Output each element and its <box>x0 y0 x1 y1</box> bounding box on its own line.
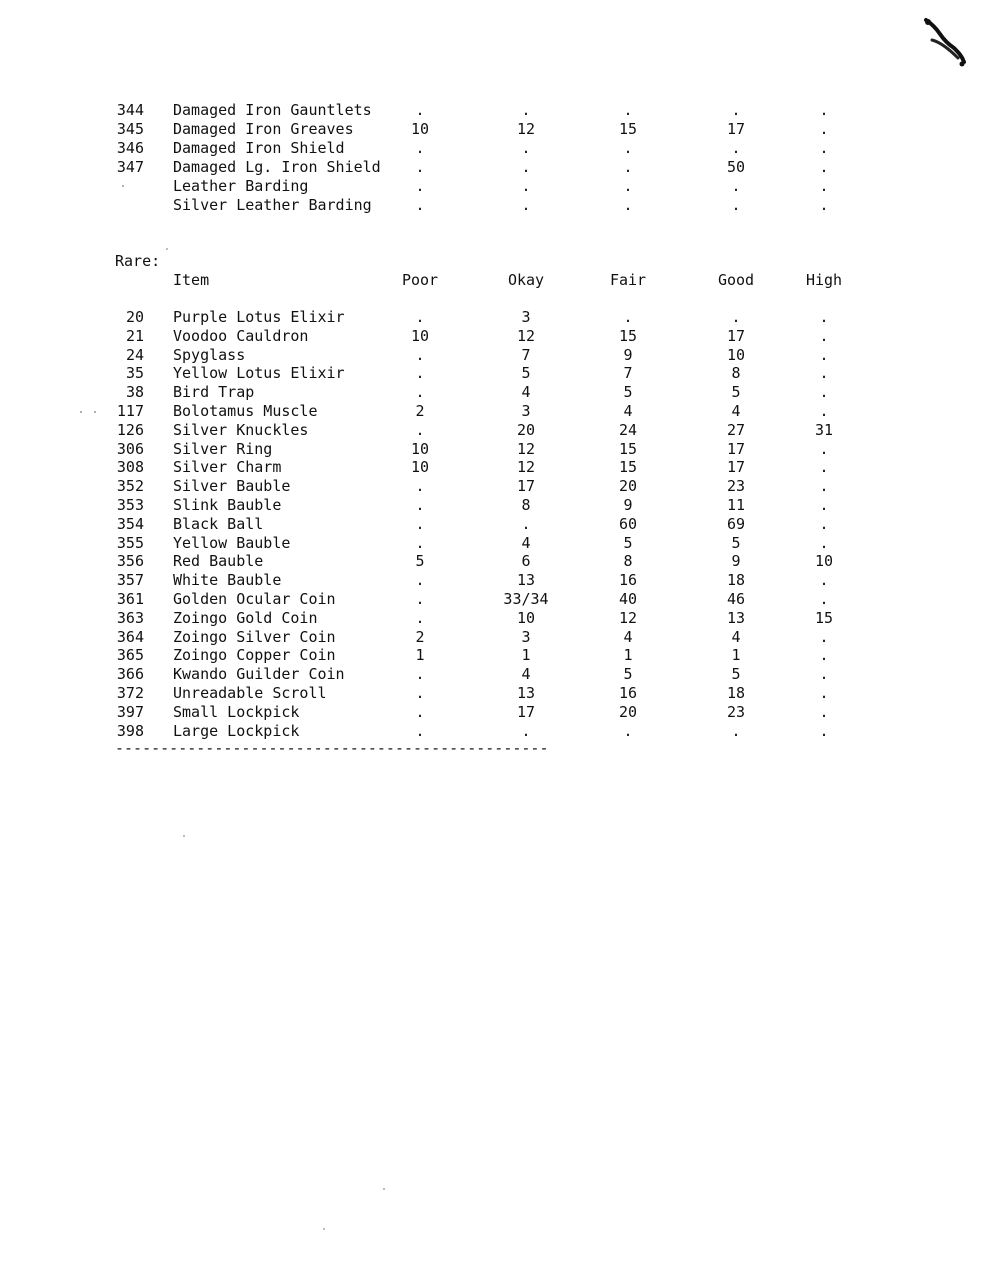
cell-id: 355 <box>116 533 144 552</box>
cell-id: 366 <box>116 665 144 684</box>
cell-poor: . <box>415 364 425 383</box>
cell-good: 5 <box>731 383 741 402</box>
cell-fair: . <box>623 177 633 195</box>
cell-high: . <box>819 721 829 740</box>
cell-fair: 24 <box>618 420 638 439</box>
cell-high: . <box>819 120 829 138</box>
cell-fair: 7 <box>623 364 633 383</box>
table-row <box>0 177 981 196</box>
table-row <box>0 458 981 477</box>
cell-okay: 3 <box>521 402 531 420</box>
cell-item: Damaged Lg. Iron Shield <box>173 158 381 176</box>
table-row <box>0 383 981 402</box>
cell-id: 353 <box>116 496 144 514</box>
cell-item: Silver Knuckles <box>173 420 309 439</box>
cell-high: . <box>819 196 829 214</box>
cell-poor: . <box>415 177 425 195</box>
cell-okay: 4 <box>521 383 531 402</box>
cell-high: . <box>819 702 829 721</box>
cell-good: 46 <box>726 590 746 608</box>
cell-okay: 12 <box>516 120 536 138</box>
cell-high: . <box>819 496 829 514</box>
cell-item: Silver Leather Barding <box>173 196 372 214</box>
table-row <box>0 308 981 327</box>
cell-poor: . <box>415 196 425 214</box>
cell-high: . <box>819 665 829 684</box>
cell-high: . <box>819 308 829 326</box>
cell-high: . <box>819 627 829 646</box>
cell-high: . <box>819 383 829 402</box>
cell-poor: 10 <box>410 439 430 458</box>
cell-good: 17 <box>726 458 746 477</box>
cell-item: White Bauble <box>173 571 282 590</box>
table-row <box>0 346 981 365</box>
cell-item: Spyglass <box>173 345 246 364</box>
scan-speck <box>80 411 82 413</box>
table-row <box>0 364 981 383</box>
cell-poor: . <box>415 590 425 608</box>
cell-fair: . <box>623 101 633 119</box>
cell-high: 10 <box>814 552 834 571</box>
cell-high: . <box>819 590 829 608</box>
cell-okay: . <box>521 101 531 119</box>
header-okay: Okay <box>507 271 545 289</box>
cell-id: 356 <box>116 552 144 571</box>
cell-good: 69 <box>726 514 746 533</box>
cell-poor: . <box>415 702 425 721</box>
cell-fair: . <box>623 308 633 326</box>
cell-okay: . <box>521 721 531 740</box>
cell-good: . <box>731 101 741 119</box>
cell-good: 4 <box>731 402 741 420</box>
cell-poor: . <box>415 139 425 157</box>
cell-id: 38 <box>125 383 144 402</box>
table-row <box>0 515 981 534</box>
cell-fair: 4 <box>623 627 633 646</box>
table-row <box>0 665 981 684</box>
cell-item: Voodoo Cauldron <box>173 326 309 345</box>
cell-high: . <box>819 477 829 496</box>
table-row <box>0 590 981 609</box>
cell-id: 346 <box>116 139 144 157</box>
cell-poor: . <box>415 665 425 684</box>
cell-fair: 20 <box>618 702 638 721</box>
table-row <box>0 684 981 703</box>
cell-okay: 7 <box>521 345 531 364</box>
cell-poor: . <box>415 420 425 439</box>
cell-fair: 9 <box>623 496 633 514</box>
cell-poor: 10 <box>410 120 430 138</box>
cell-good: 5 <box>731 533 741 552</box>
cell-high: . <box>819 684 829 702</box>
cell-fair: 12 <box>618 608 638 627</box>
cell-fair: . <box>623 139 633 157</box>
cell-okay: 6 <box>521 552 531 571</box>
cell-high: . <box>819 571 829 590</box>
table-row <box>0 534 981 553</box>
cell-item: Purple Lotus Elixir <box>173 308 345 326</box>
table-row <box>0 646 981 665</box>
table-row <box>0 196 981 215</box>
table-row <box>0 327 981 346</box>
cell-item: Unreadable Scroll <box>173 684 327 702</box>
cell-okay: 4 <box>521 533 531 552</box>
scan-speck <box>166 248 168 250</box>
cell-poor: . <box>415 684 425 702</box>
cell-fair: 40 <box>618 590 638 608</box>
cell-poor: . <box>415 571 425 590</box>
cell-okay: 13 <box>516 684 536 702</box>
cell-good: 9 <box>731 552 741 571</box>
cell-high: . <box>819 177 829 195</box>
scan-speck <box>383 1188 385 1190</box>
cell-fair: . <box>623 158 633 176</box>
cell-id: 35 <box>125 364 144 383</box>
cell-good: 50 <box>726 158 746 176</box>
cell-fair: 8 <box>623 552 633 571</box>
cell-fair: 15 <box>618 120 638 138</box>
cell-fair: 15 <box>618 439 638 458</box>
cell-fair: 9 <box>623 345 633 364</box>
cell-good: 17 <box>726 326 746 345</box>
cell-good: 10 <box>726 345 746 364</box>
cell-item: Red Bauble <box>173 552 264 571</box>
cell-high: . <box>819 101 829 119</box>
cell-item: Zoingo Copper Coin <box>173 646 336 665</box>
cell-item: Bird Trap <box>173 383 255 402</box>
cell-item: Yellow Lotus Elixir <box>173 364 345 383</box>
cell-okay: 17 <box>516 702 536 721</box>
cell-fair: 60 <box>618 514 638 533</box>
cell-item: Small Lockpick <box>173 702 300 721</box>
cell-id: 345 <box>116 120 144 138</box>
cell-fair: 20 <box>618 477 638 496</box>
cell-id: 361 <box>116 590 144 608</box>
cell-good: 23 <box>726 702 746 721</box>
rare-section-label: Rare: <box>115 252 161 270</box>
cell-fair: 5 <box>623 665 633 684</box>
cell-good: . <box>731 177 741 195</box>
cell-id: 21 <box>125 326 144 345</box>
cell-poor: . <box>415 158 425 176</box>
cell-poor: . <box>415 496 425 514</box>
rare-header-row <box>0 271 981 290</box>
table-row <box>0 703 981 722</box>
cell-high: . <box>819 158 829 176</box>
cell-high: . <box>819 402 829 420</box>
scan-speck <box>94 411 96 413</box>
cell-id: 398 <box>116 721 144 740</box>
cell-good: 18 <box>726 684 746 702</box>
cell-okay: 33/34 <box>503 590 549 608</box>
cell-okay: 12 <box>516 439 536 458</box>
cell-okay: 3 <box>521 627 531 646</box>
cell-fair: 15 <box>618 458 638 477</box>
cell-good: . <box>731 308 741 326</box>
cell-good: 17 <box>726 120 746 138</box>
cell-poor: . <box>415 608 425 627</box>
cell-poor: 2 <box>415 402 425 420</box>
cell-good: . <box>731 139 741 157</box>
cell-item: Damaged Iron Shield <box>173 139 345 157</box>
table-row <box>0 496 981 515</box>
cell-good: . <box>731 196 741 214</box>
cell-poor: . <box>415 533 425 552</box>
cell-okay: . <box>521 514 531 533</box>
cell-okay: . <box>521 139 531 157</box>
table-row <box>0 440 981 459</box>
table-row <box>0 421 981 440</box>
cell-good: 18 <box>726 571 746 590</box>
scan-speck <box>183 835 185 837</box>
table-row <box>0 477 981 496</box>
cell-poor: . <box>415 477 425 496</box>
cell-good: 11 <box>726 496 746 514</box>
cell-okay: 12 <box>516 326 536 345</box>
cell-okay: . <box>521 196 531 214</box>
cell-high: . <box>819 533 829 552</box>
cell-good: 23 <box>726 477 746 496</box>
cell-id: 344 <box>116 101 144 119</box>
cell-item: Silver Charm <box>173 458 282 477</box>
table-row <box>0 552 981 571</box>
cell-item: Large Lockpick <box>173 721 300 740</box>
header-good: Good <box>717 271 755 289</box>
table-row <box>0 628 981 647</box>
table-row <box>0 722 981 741</box>
header-poor: Poor <box>401 271 439 289</box>
cell-fair: 1 <box>623 646 633 665</box>
cell-good: 4 <box>731 627 741 646</box>
cell-high: . <box>819 364 829 383</box>
cell-poor: . <box>415 721 425 740</box>
cell-item: Damaged Iron Gauntlets <box>173 101 372 119</box>
cell-okay: . <box>521 158 531 176</box>
cell-id: 372 <box>116 684 144 702</box>
cell-poor: 10 <box>410 326 430 345</box>
cell-poor: . <box>415 101 425 119</box>
cell-okay: 20 <box>516 420 536 439</box>
cell-item: Yellow Bauble <box>173 533 291 552</box>
cell-fair: 15 <box>618 326 638 345</box>
cell-okay: 13 <box>516 571 536 590</box>
cell-id: 117 <box>116 402 144 420</box>
cell-high: . <box>819 326 829 345</box>
cell-id: 357 <box>116 571 144 590</box>
table-row <box>0 158 981 177</box>
cell-good: 17 <box>726 439 746 458</box>
cell-okay: 5 <box>521 364 531 383</box>
cell-high: . <box>819 514 829 533</box>
cell-item: Leather Barding <box>173 177 309 195</box>
cell-item: Damaged Iron Greaves <box>173 120 354 138</box>
cell-good: 27 <box>726 420 746 439</box>
cell-item: Kwando Guilder Coin <box>173 665 345 684</box>
cell-id: 347 <box>116 158 144 176</box>
cell-okay: 1 <box>521 646 531 665</box>
table-row <box>0 139 981 158</box>
cell-fair: 5 <box>623 383 633 402</box>
cell-id: 397 <box>116 702 144 721</box>
cell-fair: 16 <box>618 571 638 590</box>
cell-good: 5 <box>731 665 741 684</box>
cell-poor: . <box>415 383 425 402</box>
cell-id: 354 <box>116 514 144 533</box>
header-fair: Fair <box>609 271 647 289</box>
cell-poor: . <box>415 308 425 326</box>
cell-high: . <box>819 439 829 458</box>
cell-fair: 4 <box>623 402 633 420</box>
cell-id: 365 <box>116 646 144 665</box>
cell-high: 15 <box>814 608 834 627</box>
cell-fair: . <box>623 721 633 740</box>
cell-fair: . <box>623 196 633 214</box>
cell-high: . <box>819 646 829 665</box>
header-high: High <box>805 271 843 289</box>
scan-speck <box>122 185 124 187</box>
cell-poor: 1 <box>415 646 425 665</box>
table-row <box>0 120 981 139</box>
cell-id: 352 <box>116 477 144 496</box>
cell-okay: 4 <box>521 665 531 684</box>
cell-item: Golden Ocular Coin <box>173 590 336 608</box>
cell-id: 364 <box>116 627 144 646</box>
cell-high: 31 <box>814 420 834 439</box>
cell-poor: 10 <box>410 458 430 477</box>
cell-id: 126 <box>116 420 144 439</box>
scan-speck <box>323 1228 325 1230</box>
cell-id: 24 <box>125 345 144 364</box>
cell-fair: 5 <box>623 533 633 552</box>
cell-id: 306 <box>116 439 144 458</box>
cell-okay: 8 <box>521 496 531 514</box>
cell-high: . <box>819 345 829 364</box>
cell-item: Silver Bauble <box>173 477 291 496</box>
cell-good: 13 <box>726 608 746 627</box>
cell-poor: . <box>415 514 425 533</box>
cell-poor: 2 <box>415 627 425 646</box>
cell-id: 363 <box>116 608 144 627</box>
cell-okay: 3 <box>521 308 531 326</box>
cell-item: Zoingo Silver Coin <box>173 627 336 646</box>
cell-item: Slink Bauble <box>173 496 282 514</box>
cell-fair: 16 <box>618 684 638 702</box>
cell-okay: 10 <box>516 608 536 627</box>
cell-good: . <box>731 721 741 740</box>
cell-id: 20 <box>125 308 144 326</box>
cell-poor: 5 <box>415 552 425 571</box>
cell-poor: . <box>415 345 425 364</box>
cell-okay: 12 <box>516 458 536 477</box>
cell-good: 1 <box>731 646 741 665</box>
cell-good: 8 <box>731 364 741 383</box>
table-row <box>0 609 981 628</box>
table-row <box>0 571 981 590</box>
cell-okay: 17 <box>516 477 536 496</box>
cell-item: Silver Ring <box>173 439 273 458</box>
ink-smudge-icon <box>918 14 968 70</box>
cell-id: 308 <box>116 458 144 477</box>
cell-item: Bolotamus Muscle <box>173 402 318 420</box>
cell-item: Zoingo Gold Coin <box>173 608 318 627</box>
cell-high: . <box>819 458 829 477</box>
table-row <box>0 402 981 421</box>
cell-item: Black Ball <box>173 514 264 533</box>
table-row <box>0 101 981 120</box>
header-item: Item <box>173 271 210 289</box>
dashed-rule: ------------------------------------------------ <box>115 739 549 757</box>
cell-okay: . <box>521 177 531 195</box>
cell-high: . <box>819 139 829 157</box>
